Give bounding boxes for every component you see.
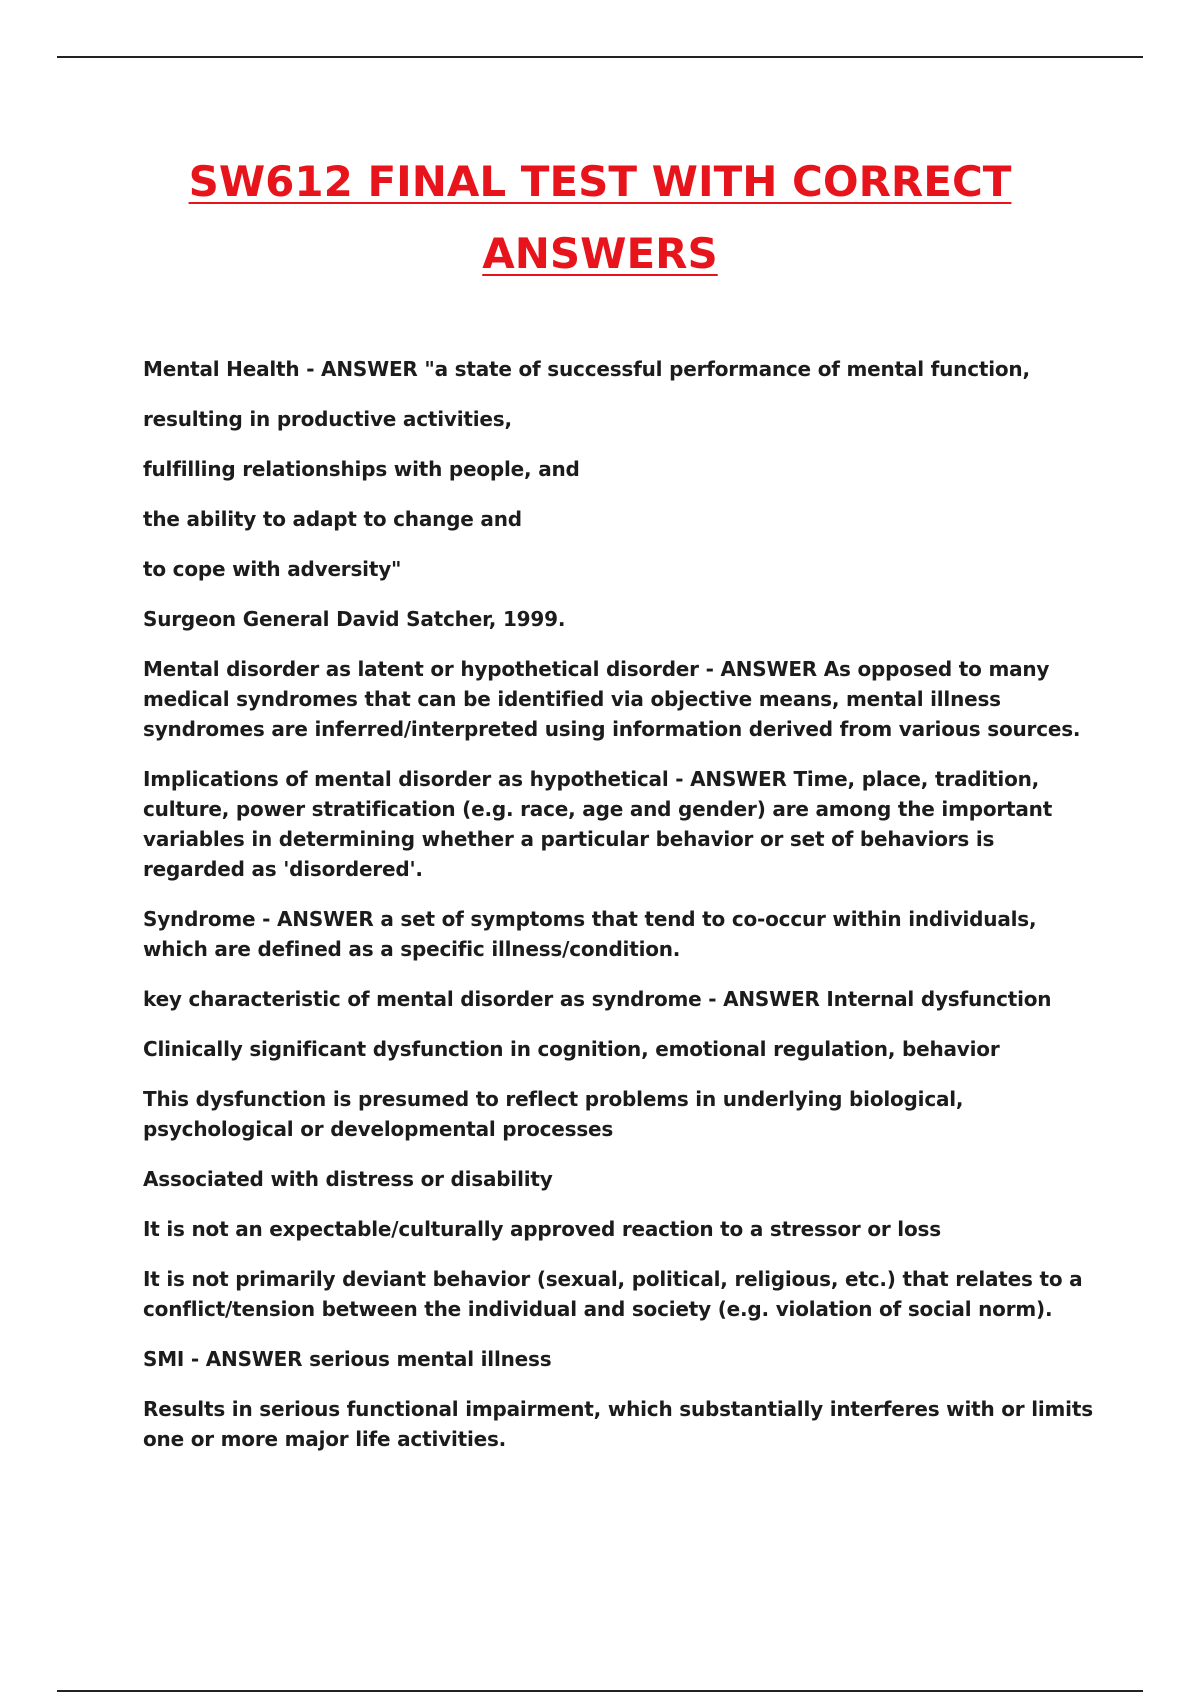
qa-entry: Mental Health - ANSWER "a state of successful performance of mental function, bbox=[143, 357, 1030, 381]
qa-entry: the ability to adapt to change and bbox=[143, 507, 522, 531]
qa-entry: fulfilling relationships with people, and bbox=[143, 457, 580, 481]
qa-entry: key characteristic of mental disorder as syndrome - ANSWER Internal dysfunction bbox=[143, 987, 1052, 1011]
document-title-text: SW612 FINAL TEST WITH CORRECT ANSWERS bbox=[188, 157, 1012, 278]
qa-entry: Mental disorder as latent or hypothetical disorder - ANSWER As opposed to many medical syndromes that can be identified via objective means, mental illness syndromes are inferred/interpreted using information derived from various sources. bbox=[143, 657, 1081, 741]
qa-entry: Results in serious functional impairment, which substantially interferes with or limits one or more major life activities. bbox=[143, 1397, 1093, 1451]
qa-entry: It is not an expectable/culturally approved reaction to a stressor or loss bbox=[143, 1217, 941, 1241]
qa-entry: Associated with distress or disability bbox=[143, 1167, 553, 1191]
qa-entry: resulting in productive activities, bbox=[143, 407, 512, 431]
qa-entry: It is not primarily deviant behavior (sexual, political, religious, etc.) that relates to a conflict/tension between the individual and society (e.g. violation of social norm). bbox=[143, 1267, 1083, 1321]
qa-entry: Syndrome - ANSWER a set of symptoms that tend to co-occur within individuals, which are defined as a specific illness/condition. bbox=[143, 907, 1037, 961]
qa-entry: Implications of mental disorder as hypothetical - ANSWER Time, place, tradition, culture, power stratification (e.g. race, age and gender) are among the important variables in determining whether a particular behavior or set of behaviors is regarded as 'disordered'. bbox=[143, 767, 1053, 881]
qa-entry: Surgeon General David Satcher, 1999. bbox=[143, 607, 566, 631]
qa-list bbox=[143, 354, 1093, 1474]
qa-entry: SMI - ANSWER serious mental illness bbox=[143, 1347, 552, 1371]
document-title bbox=[150, 146, 1050, 290]
qa-entry: Clinically significant dysfunction in cognition, emotional regulation, behavior bbox=[143, 1037, 1000, 1061]
top-rule bbox=[57, 56, 1143, 58]
bottom-rule bbox=[57, 1690, 1143, 1692]
qa-entry: This dysfunction is presumed to reflect problems in underlying biological, psychological or developmental processes bbox=[143, 1087, 964, 1141]
qa-entry: to cope with adversity" bbox=[143, 557, 402, 581]
